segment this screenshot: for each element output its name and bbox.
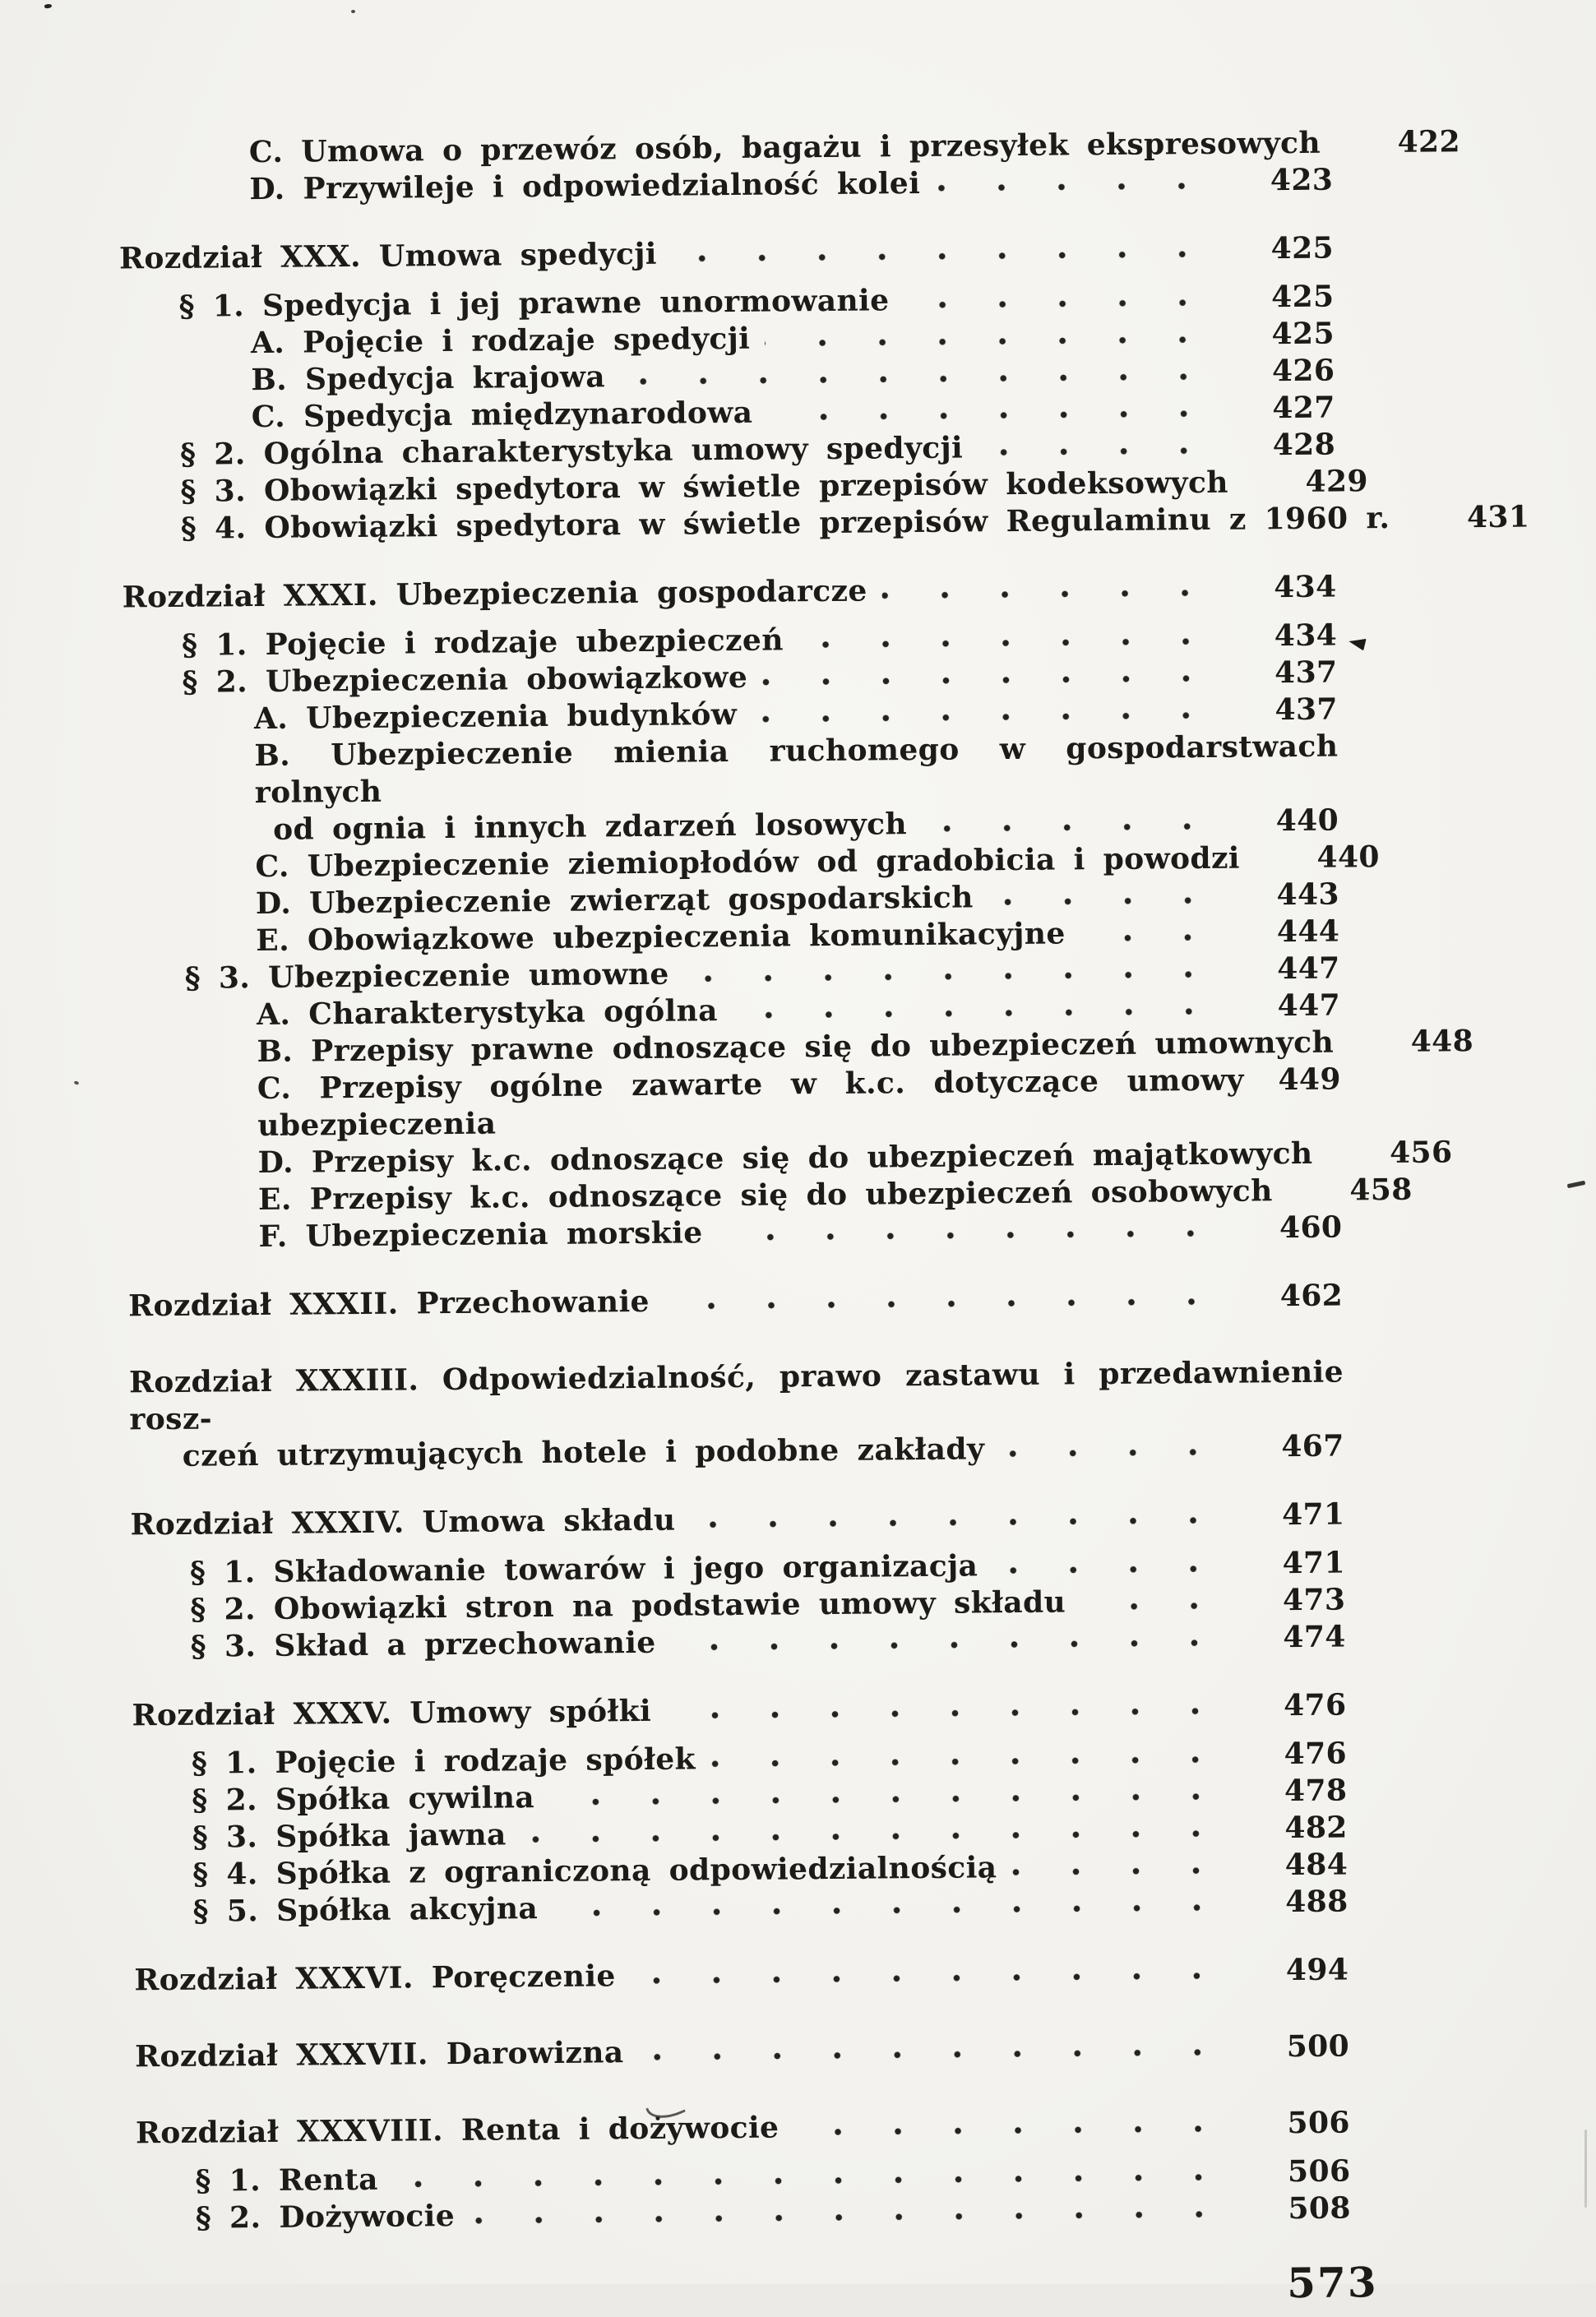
page-number: 573 — [136, 2258, 1377, 2317]
toc-entry-label: § 1. Składowanie towarów i jego organizacja — [190, 1547, 978, 1591]
toc-entry-label: B. Ubezpieczenie mienia ruchomego w gospodarstwach rolnych — [254, 728, 1339, 812]
toc-entry-label: § 2. Obowiązki stron na podstawie umowy składu — [190, 1584, 1066, 1628]
toc-entry — [119, 230, 1334, 278]
dot-leader — [521, 1829, 1252, 1845]
toc-entry-page: 506 — [1274, 2153, 1350, 2191]
toc-entry — [122, 569, 1336, 617]
toc-entry-label: Rozdział XXXVII. Darowizna — [135, 2034, 624, 2075]
toc-entry-page: 467 — [1269, 1428, 1344, 1466]
toc-entry-label: czeń utrzymujących hotele i podobne zakłady — [183, 1431, 985, 1475]
dot-leader — [1327, 1153, 1357, 1163]
dot-leader — [978, 446, 1240, 458]
toc-list — [118, 125, 1351, 2238]
toc-entry-label: § 3. Obowiązki spedytora w świetle przepisów kodeksowych — [180, 465, 1228, 511]
toc-entry-label: od ognia i innych zdarzeń losowych — [273, 806, 907, 849]
dot-leader — [1349, 1042, 1378, 1052]
ink-blot-artifact — [1348, 635, 1367, 650]
dot-leader — [666, 1706, 1251, 1721]
dot-leader — [904, 298, 1238, 311]
toc-entry-page: 508 — [1275, 2190, 1351, 2228]
toc-entry-page: 425 — [1258, 230, 1334, 268]
toc-entry-page: 494 — [1273, 1952, 1349, 1990]
toc-entry-page: 429 — [1293, 463, 1368, 501]
toc-entry — [129, 1354, 1344, 1439]
scan-streak-artifact — [1584, 2130, 1587, 2208]
toc-entry-page: 425 — [1258, 279, 1334, 317]
dot-leader — [1404, 518, 1434, 528]
toc-entry-label: Rozdział XXXVI. Poręczenie — [134, 1958, 616, 1999]
toc-entry-page: 425 — [1259, 316, 1335, 354]
toc-entry-page: 449 — [1265, 1061, 1341, 1099]
toc-entry-label: Rozdział XXXI. Ubezpieczenia gospodarcze — [122, 573, 867, 617]
toc-entry-page: 488 — [1272, 1884, 1348, 1922]
toc-entry-label: § 1. Pojęcie i rodzaje spółek — [192, 1741, 696, 1782]
toc-entry-page: 444 — [1264, 913, 1339, 951]
toc-entry-label: Rozdział XXX. Umowa spedycji — [119, 236, 657, 278]
toc-entry-page: 431 — [1454, 499, 1529, 537]
toc-entry-label: § 5. Spółka akcyjna — [192, 1890, 538, 1931]
toc-entry-page: 471 — [1270, 1545, 1345, 1583]
toc-entry-page: 427 — [1260, 390, 1335, 428]
toc-entry-page: 471 — [1269, 1496, 1344, 1534]
toc-entry-label: § 1. Spedycja i jej prawne unormowanie — [178, 282, 889, 326]
toc-entry — [135, 2028, 1349, 2076]
toc-entry-page: 447 — [1265, 987, 1340, 1025]
toc-entry-label: § 2. Spółka cywilna — [192, 1779, 534, 1820]
dot-leader — [999, 1447, 1249, 1459]
dot-leader — [718, 1228, 1247, 1243]
dot-leader — [690, 1515, 1249, 1530]
toc-entry-label: A. Charakterystyka ogólna — [257, 992, 718, 1034]
toc-entry — [134, 1952, 1349, 2000]
toc-entry-page: 474 — [1270, 1619, 1346, 1657]
toc-entry-page: 440 — [1263, 802, 1339, 840]
toc-entry — [123, 728, 1339, 813]
toc-entry-label: B. Spedycja krajowa — [251, 358, 605, 399]
toc-entry-page: 456 — [1376, 1134, 1452, 1172]
dot-leader — [767, 409, 1239, 423]
dot-leader — [1255, 858, 1284, 867]
dot-leader — [684, 969, 1245, 984]
toc-entry-label: § 4. Obowiązki spedytora w świetle przepisów Regulaminu z 1960 r. — [181, 500, 1390, 548]
toc-entry-label: D. Przepisy k.c. odnoszące się do ubezpieczeń majątkowych — [257, 1135, 1312, 1182]
toc-entry-label: C. Ubezpieczenie ziemiopłodów od gradobicia i powodzi — [255, 840, 1240, 886]
toc-entry-page: 447 — [1264, 950, 1339, 988]
toc-entry-page: 473 — [1270, 1582, 1345, 1620]
toc-entry-label: F. Ubezpieczenia morskie — [258, 1214, 702, 1256]
toc-entry-label: A. Ubezpieczenia budynków — [254, 696, 738, 738]
toc-entry-page: 476 — [1271, 1736, 1347, 1774]
toc-entry-label: § 3. Spółka jawna — [192, 1816, 507, 1856]
dot-leader — [671, 1638, 1251, 1653]
dot-leader — [639, 2047, 1255, 2063]
toc-entry-label: Rozdział XXXIII. Odpowiedzialność, prawo zastawu i przedawnienie rosz- — [129, 1354, 1344, 1439]
toc-entry — [128, 1278, 1343, 1325]
toc-entry — [127, 1061, 1342, 1146]
toc-entry-label: § 4. Spółka z ograniczoną odpowiedzialnością — [192, 1849, 997, 1894]
scan-dash-artifact — [1567, 1181, 1586, 1188]
dot-leader — [620, 372, 1239, 387]
toc-entry-label: A. Pojęcie i rodzaje spedycji — [251, 321, 751, 362]
toc-entry-label: Rozdział XXXV. Umowy spółki — [132, 1693, 651, 1735]
toc-entry-label: E. Przepisy k.c. odnoszące się do ubezpieczeń osobowych — [258, 1172, 1273, 1219]
dot-leader — [882, 588, 1242, 601]
dot-leader — [631, 1971, 1254, 1986]
toc-entry — [130, 1496, 1344, 1544]
dot-leader — [935, 181, 1237, 193]
toc-entry-label: § 3. Ubezpieczenie umowne — [185, 956, 669, 997]
toc-entry-page: 484 — [1272, 1847, 1348, 1885]
toc-entry-label: B. Przepisy prawne odnoszące się do ubezpieczeń umownych — [257, 1024, 1334, 1071]
toc-entry-page: 423 — [1257, 162, 1333, 200]
dot-leader — [1335, 142, 1365, 152]
toc-entry-page: 478 — [1271, 1773, 1347, 1811]
toc-entry-page: 428 — [1260, 427, 1335, 465]
dot-leader — [470, 2209, 1256, 2226]
dot-leader — [1011, 1866, 1252, 1878]
dot-leader — [1288, 1191, 1317, 1200]
toc-entry-page: 458 — [1337, 1172, 1413, 1209]
toc-entry-label: Rozdział XXXII. Przechowanie — [128, 1283, 650, 1325]
toc-entry-page: 437 — [1262, 691, 1338, 729]
toc-entry — [132, 1687, 1346, 1735]
toc-entry-page: 500 — [1274, 2028, 1349, 2066]
dot-leader — [765, 335, 1239, 349]
dot-leader — [752, 710, 1242, 724]
toc-entry-label: C. Umowa o przewóz osób, bagażu i przesyłek ekspresowych — [249, 125, 1321, 171]
toc-entry-label: C. Spedycja międzynarodowa — [252, 395, 753, 436]
toc-entry-page: 482 — [1272, 1810, 1348, 1848]
toc-content — [118, 125, 1352, 2317]
toc-entry-page: 476 — [1270, 1687, 1346, 1725]
scan-speck-artifact — [44, 3, 53, 8]
toc-entry-label: § 2. Ogólna charakterystyka umowy spedycji — [180, 430, 963, 474]
toc-entry-page: 422 — [1385, 123, 1460, 161]
dot-leader — [553, 1903, 1253, 1918]
toc-entry-label: § 3. Skład a przechowanie — [191, 1625, 656, 1666]
toc-entry-page: 434 — [1261, 569, 1336, 607]
dot-leader — [733, 1006, 1245, 1020]
toc-entry-page: 440 — [1304, 839, 1380, 876]
toc-entry-page: 443 — [1264, 876, 1339, 914]
dot-leader — [1080, 1601, 1250, 1612]
toc-entry-label: D. Ubezpieczenie zwierząt gospodarskich — [256, 879, 974, 923]
scan-speck-artifact — [351, 10, 355, 13]
scan-speck-artifact — [73, 1080, 79, 1085]
toc-entry-label: Rozdział XXXIV. Umowa składu — [130, 1502, 675, 1544]
dot-leader — [549, 1792, 1251, 1807]
toc-entry-page: 462 — [1267, 1278, 1343, 1316]
dot-leader — [922, 821, 1243, 834]
dot-leader — [710, 1755, 1251, 1769]
dot-leader — [1080, 932, 1245, 944]
toc-entry-page: 460 — [1266, 1209, 1342, 1247]
toc-entry-page: 426 — [1259, 353, 1335, 391]
toc-entry-label: § 2. Dożywocie — [196, 2198, 456, 2237]
dot-leader — [1243, 482, 1273, 492]
toc-entry — [136, 2105, 1350, 2153]
toc-entry-page: 506 — [1274, 2105, 1350, 2143]
toc-entry-label: § 1. Pojęcie i rodzaje ubezpieczeń — [182, 622, 784, 664]
dot-leader — [793, 2124, 1255, 2138]
toc-entry-label: § 1. Renta — [195, 2162, 378, 2200]
toc-entry-label: C. Przepisy ogólne zawarte w k.c. dotyczące umowy ubezpieczenia — [257, 1062, 1245, 1145]
toc-entry-page: 448 — [1398, 1023, 1473, 1061]
dot-leader — [762, 673, 1242, 687]
toc-entry-label: D. Przywileje i odpowiedzialność kolei — [249, 165, 920, 208]
toc-entry-label: Rozdział XXXVIII. Renta i dożywocie — [136, 2110, 779, 2153]
toc-entry-page: 434 — [1261, 617, 1337, 655]
dot-leader — [672, 249, 1238, 264]
toc-entry-label: E. Obowiązkowe ubezpieczenia komunikacyjne — [256, 915, 1066, 960]
dot-leader — [798, 636, 1242, 650]
dot-leader — [992, 1564, 1250, 1576]
toc-entry-label: § 2. Ubezpieczenia obowiązkowe — [182, 659, 747, 701]
dot-leader — [988, 895, 1244, 908]
dot-leader — [393, 2172, 1256, 2190]
toc-entry-page: 437 — [1261, 654, 1337, 692]
dot-leader — [664, 1297, 1247, 1311]
